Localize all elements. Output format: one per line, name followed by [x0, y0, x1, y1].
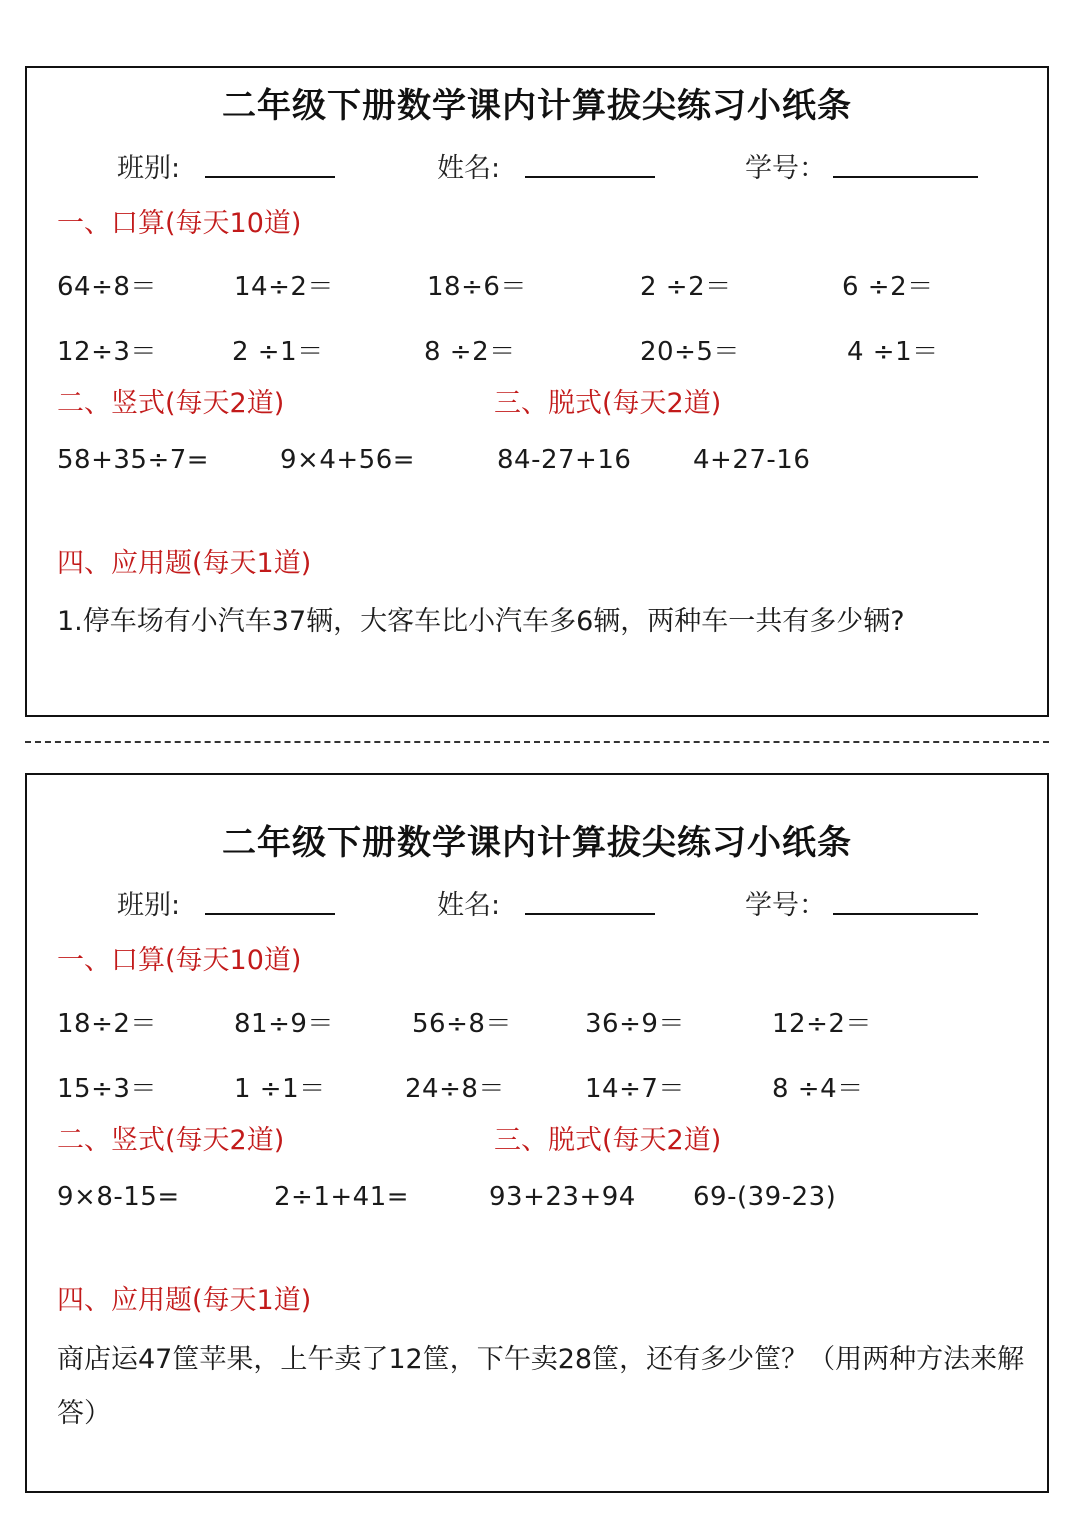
oral-problem: 36÷9＝ [585, 1009, 685, 1039]
oral-problem: 2 ÷2＝ [640, 272, 732, 302]
oral-problem: 6 ÷2＝ [842, 272, 934, 302]
calc-problem: 9×8-15= [57, 1182, 180, 1212]
class-label: 班别: [117, 153, 181, 184]
student-number-blank[interactable] [833, 913, 978, 915]
class-label: 班别: [117, 890, 181, 921]
word-problem: 商店运47筐苹果，上午卖了12筐，下午卖28筐，还有多少筐？（用两种方法来解答） [57, 1344, 1025, 1429]
oral-problem: 4 ÷1＝ [847, 337, 939, 367]
oral-problem: 56÷8＝ [412, 1009, 512, 1039]
oral-problem: 12÷2＝ [772, 1009, 872, 1039]
class-blank[interactable] [205, 176, 335, 178]
oral-problem: 14÷2＝ [234, 272, 334, 302]
name-blank[interactable] [525, 176, 655, 178]
oral-problem: 24÷8＝ [405, 1074, 505, 1104]
section-stepwise-heading: 三、脱式(每天2道) [494, 1125, 722, 1156]
section-word-problem-heading: 四、应用题(每天1道) [57, 1285, 312, 1316]
oral-problem: 1 ÷1＝ [234, 1074, 326, 1104]
practice-slip-2 [25, 773, 1049, 1493]
oral-problem: 18÷2＝ [57, 1009, 157, 1039]
calc-problem: 4+27-16 [693, 445, 811, 475]
class-blank[interactable] [205, 913, 335, 915]
calc-problem: 69-(39-23) [693, 1182, 837, 1212]
section-word-problem-heading: 四、应用题(每天1道) [57, 548, 312, 579]
oral-problem: 8 ÷2＝ [424, 337, 516, 367]
calc-problem: 58+35÷7= [57, 445, 210, 475]
oral-problem: 18÷6＝ [427, 272, 527, 302]
practice-slip-1 [25, 66, 1049, 717]
section-stepwise-heading: 三、脱式(每天2道) [494, 388, 722, 419]
section-oral-heading: 一、口算(每天10道) [57, 208, 302, 239]
oral-problem: 8 ÷4＝ [772, 1074, 864, 1104]
student-number-label: 学号： [745, 890, 826, 921]
section-vertical-heading: 二、竖式(每天2道) [57, 388, 285, 419]
oral-problem: 2 ÷1＝ [232, 337, 324, 367]
name-label: 姓名: [437, 153, 501, 184]
calc-problem: 93+23+94 [489, 1182, 636, 1212]
name-blank[interactable] [525, 913, 655, 915]
oral-problem: 81÷9＝ [234, 1009, 334, 1039]
student-number-label: 学号： [745, 153, 826, 184]
student-number-blank[interactable] [833, 176, 978, 178]
slip-title: 二年级下册数学课内计算拔尖练习小纸条 [222, 823, 852, 863]
cut-line [25, 741, 1049, 743]
name-label: 姓名: [437, 890, 501, 921]
calc-problem: 84-27+16 [497, 445, 632, 475]
section-vertical-heading: 二、竖式(每天2道) [57, 1125, 285, 1156]
oral-problem: 15÷3＝ [57, 1074, 157, 1104]
calc-problem: 9×4+56= [280, 445, 416, 475]
oral-problem: 64÷8＝ [57, 272, 157, 302]
slip-title: 二年级下册数学课内计算拔尖练习小纸条 [222, 86, 852, 126]
word-problem: 1.停车场有小汽车37辆，大客车比小汽车多6辆，两种车一共有多少辆? [57, 606, 905, 637]
section-oral-heading: 一、口算(每天10道) [57, 945, 302, 976]
oral-problem: 12÷3＝ [57, 337, 157, 367]
oral-problem: 14÷7＝ [585, 1074, 685, 1104]
oral-problem: 20÷5＝ [640, 337, 740, 367]
calc-problem: 2÷1+41= [274, 1182, 410, 1212]
